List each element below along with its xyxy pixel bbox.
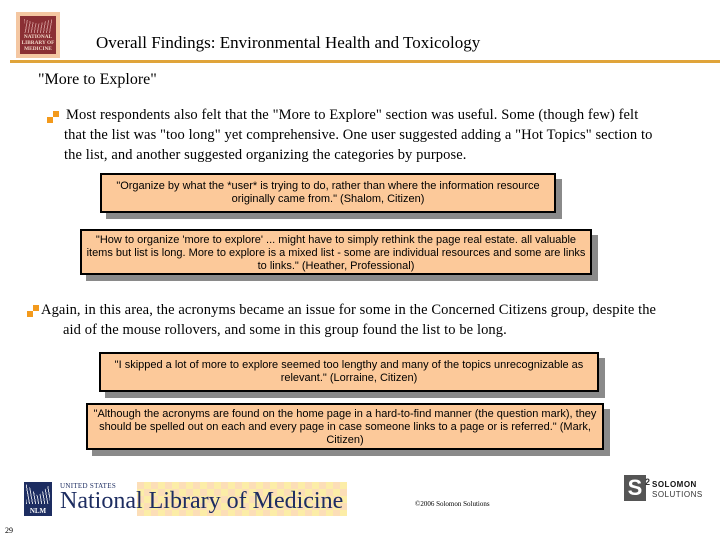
nlm-prefix: UNITED STATES: [60, 482, 117, 490]
nlm-badge-label: NLM: [29, 507, 47, 515]
s2-icon: S 2: [624, 475, 646, 501]
orange-bullet-icon: [47, 111, 59, 123]
quote-box: "Although the acronyms are found on the home page in a hard-to-find manner (the question mark), they should be spelled out on each and every page in case someone links to a page or is referred." (Mark, Citizen): [86, 403, 604, 450]
nlm-name: National Library of Medicine: [60, 488, 344, 514]
bullet-paragraph: Most respondents also felt that the "More to Explore" section was useful. Some (though few) felt that the list was "too long" yet comprehensive. One user suggested adding a "Hot Topics" section to the list, and another suggested organizing the categories by purpose.: [64, 107, 653, 163]
bullet-paragraph: Again, in this area, the acronyms became an issue for some in the Concerned Citizens group, despite the aid of the mouse rollovers, and some in this group found the list to be long.: [41, 302, 657, 338]
nlm-badge-icon: [24, 482, 52, 516]
logo-text-line: MEDICINE: [24, 46, 52, 52]
nlm-header-logo: [16, 12, 60, 58]
title-divider: [10, 60, 720, 63]
quote-box: "Organize by what the *user* is trying to do, rather than where the information resource originally came from." (Shalom, Citizen): [100, 173, 556, 213]
quote-box: "I skipped a lot of more to explore seemed too lengthy and many of the topics unrecognizable as relevant." (Lorraine, Citizen): [99, 352, 599, 392]
us-nlm-footer-logo: [22, 482, 352, 516]
page-number: 29: [5, 526, 13, 535]
solomon-solutions-logo: [624, 475, 704, 505]
solomon-line1: SOLOMON: [652, 480, 697, 489]
open-book-icon: [24, 19, 52, 33]
solomon-line2: SOLUTIONS: [652, 490, 703, 499]
orange-bullet-icon: [27, 305, 39, 317]
logo-text-line: NATIONAL: [23, 34, 53, 40]
slide-title: Overall Findings: Environmental Health and Toxicology: [96, 33, 481, 52]
quote-box: "How to organize 'more to explore' ... might have to simply rethink the page real estate. all valuable items but list is long. More to explore is a mixed list - some are individual resources and some are links to links." (Heather, Professional): [80, 229, 592, 275]
copyright: ©2006 Solomon Solutions: [415, 500, 490, 508]
section-heading: "More to Explore": [38, 71, 157, 88]
logo-text-line: LIBRARY OF: [21, 40, 55, 46]
